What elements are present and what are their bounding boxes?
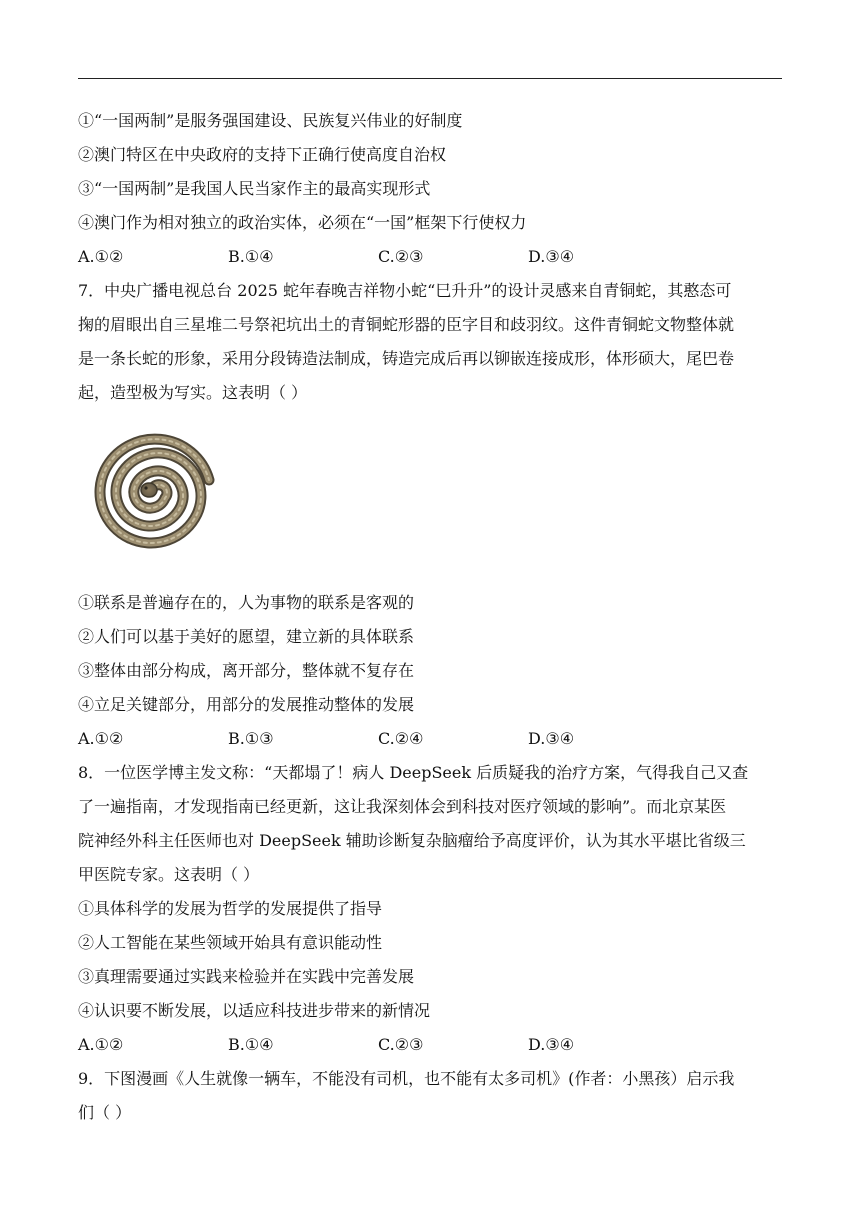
q7-option-a[interactable]: A.①② xyxy=(78,729,124,748)
q9-stem-line: 9．下图漫画《人生就像一辆车，不能没有司机，也不能有太多司机》(作者：小黑孩）启示我 xyxy=(78,1069,735,1088)
q8-stem-line: 了一遍指南，才发现指南已经更新，这让我深刻体会到科技对医疗领域的影响”。而北京某医 xyxy=(78,797,727,816)
q7-stem-line: 是一条长蛇的形象，采用分段铸造法制成，铸造完成后再以铆嵌连接成形，体形硕大，尾巴卷 xyxy=(78,349,735,368)
q7-statement: ②人们可以基于美好的愿望，建立新的具体联系 xyxy=(78,627,415,646)
q7-option-c[interactable]: C.②④ xyxy=(378,729,424,748)
q8-stem-line: 甲医院专家。这表明（ ） xyxy=(78,865,260,884)
coiled-bronze-snake-icon xyxy=(80,420,230,570)
page-content xyxy=(78,104,782,1130)
q8-option-c[interactable]: C.②③ xyxy=(378,1035,424,1054)
q6-statement: ②澳门特区在中央政府的支持下正确行使高度自治权 xyxy=(78,145,447,164)
q8-statement: ①具体科学的发展为哲学的发展提供了指导 xyxy=(78,899,383,918)
q8-option-b[interactable]: B.①④ xyxy=(228,1035,274,1054)
q7-stem xyxy=(78,274,782,410)
q6-options xyxy=(78,240,782,274)
q6-statement: ③“一国两制”是我国人民当家作主的最高实现形式 xyxy=(78,179,431,198)
q7-options xyxy=(78,722,782,756)
q6-statement-list xyxy=(78,104,782,240)
q6-option-c[interactable]: C.②③ xyxy=(378,247,424,266)
q6-statement: ①“一国两制”是服务强国建设、民族复兴伟业的好制度 xyxy=(78,111,463,130)
q9-stem xyxy=(78,1062,782,1130)
q8-option-a[interactable]: A.①② xyxy=(78,1035,124,1054)
q7-stem-line: 7．中央广播电视总台 2025 蛇年春晚吉祥物小蛇“巳升升”的设计灵感来自青铜蛇，其憨态可 xyxy=(78,281,732,300)
q7-statement-list xyxy=(78,586,782,722)
q8-stem-line: 院神经外科主任医师也对 DeepSeek 辅助诊断复杂脑瘤给予高度评价，认为其水平堪比省级三 xyxy=(78,831,746,850)
q6-option-b[interactable]: B.①④ xyxy=(228,247,274,266)
q7-statement: ③整体由部分构成，离开部分，整体就不复存在 xyxy=(78,661,415,680)
q7-stem-line: 掬的眉眼出自三星堆二号祭祀坑出土的青铜蛇形器的臣字目和歧羽纹。这件青铜蛇文物整体就 xyxy=(78,315,735,334)
q7-statement: ④立足关键部分，用部分的发展推动整体的发展 xyxy=(78,695,415,714)
q8-stem xyxy=(78,756,782,892)
q8-stem-line: 8．一位医学博主发文称：“天都塌了！病人 DeepSeek 后质疑我的治疗方案，气得我自己又查 xyxy=(78,763,749,782)
q7-option-b[interactable]: B.①③ xyxy=(228,729,274,748)
q6-statement: ④澳门作为相对独立的政治实体，必须在“一国”框架下行使权力 xyxy=(78,213,527,232)
q8-statement-list xyxy=(78,892,782,1028)
q7-figure xyxy=(78,412,782,586)
q7-option-d[interactable]: D.③④ xyxy=(528,729,575,748)
header-rule xyxy=(78,78,782,79)
q6-option-a[interactable]: A.①② xyxy=(78,247,124,266)
q7-stem-line: 起，造型极为写实。这表明（ ） xyxy=(78,383,308,402)
q8-statement: ③真理需要通过实践来检验并在实践中完善发展 xyxy=(78,967,415,986)
q9-stem-line: 们（ ） xyxy=(78,1103,132,1122)
q8-options xyxy=(78,1028,782,1062)
q7-statement: ①联系是普遍存在的，人为事物的联系是客观的 xyxy=(78,593,415,612)
q8-statement: ④认识要不断发展，以适应科技进步带来的新情况 xyxy=(78,1001,431,1020)
q8-option-d[interactable]: D.③④ xyxy=(528,1035,575,1054)
q8-statement: ②人工智能在某些领域开始具有意识能动性 xyxy=(78,933,383,952)
q6-option-d[interactable]: D.③④ xyxy=(528,247,575,266)
